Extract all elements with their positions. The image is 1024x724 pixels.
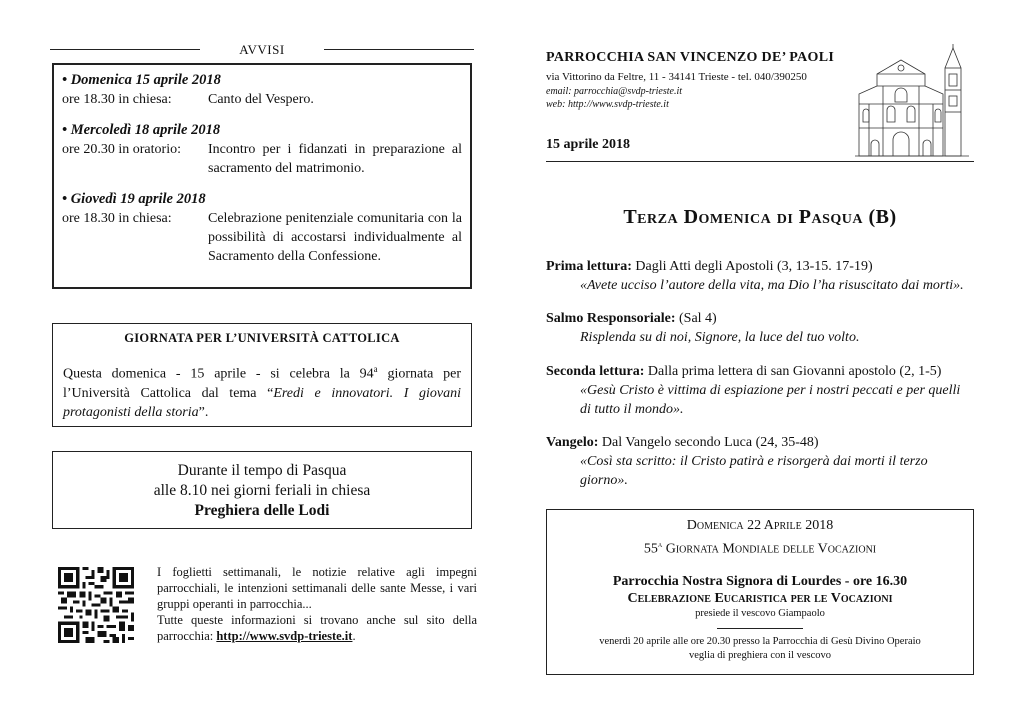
bulletin-date: 15 aprile 2018: [546, 137, 630, 152]
reading-quote: Risplenda su di noi, Signore, la luce del tuo volto.: [580, 330, 860, 345]
qr-code-icon: [58, 567, 134, 643]
divider: [546, 161, 974, 162]
veglia-info: veglia di preghiera con il vescovo: [689, 649, 831, 661]
reading-label: Salmo Responsoriale:: [546, 311, 676, 326]
reading-quote: «Avete ucciso l’autore della vita, ma Dio l’ha risuscitato dai morti».: [580, 278, 964, 293]
reading-source: Dalla prima lettera di san Giovanni apostolo (2, 1-5): [644, 364, 942, 379]
parish-email[interactable]: email: parrocchia@svdp-trieste.it: [546, 86, 683, 97]
reading-item: [546, 362, 974, 419]
event-row: [62, 90, 462, 109]
avvisi-heading: AVVISI: [239, 42, 285, 57]
reading-source: (Sal 4): [675, 311, 717, 326]
event-row: [62, 140, 462, 178]
reading-source: Dagli Atti degli Apostoli (3, 13-15. 17-19): [631, 259, 873, 274]
universita-heading: GIORNATA PER L’UNIVERSITÀ CATTOLICA: [124, 331, 400, 345]
parish-address: via Vittorino da Feltre, 11 - 34141 Trieste - tel. 040/390250: [546, 71, 807, 83]
event-title: • Giovedì 19 aprile 2018: [62, 191, 206, 207]
reading-label: Vangelo:: [546, 435, 599, 450]
event-time: ore 18.30 in chiesa:: [62, 92, 172, 107]
avvisi-header: [50, 42, 474, 56]
event-description: Incontro per i fidanzati in preparazione al sacramento del matrimonio.: [208, 142, 462, 176]
reading-quote: «Così sta scritto: il Cristo patirà e risorgerà dai morti il terzo giorno».: [580, 454, 928, 488]
event-item: [62, 121, 462, 178]
reading-item: [546, 257, 974, 295]
vocazioni-location: Parrocchia Nostra Signora di Lourdes - ore 16.30: [612, 573, 908, 589]
website-link[interactable]: http://www.svdp-trieste.it: [216, 629, 353, 643]
info-paragraph: Tutte queste informazioni si trovano anche sul sito della parrocchia: http://www.svdp-trieste.it.: [157, 613, 477, 643]
parish-name: PARROCCHIA SAN VINCENZO DE’ PAOLI: [546, 50, 835, 65]
event-row: [62, 209, 462, 266]
vocazioni-presider: presiede il vescovo Giampaolo: [695, 607, 825, 619]
event-title: • Mercoledì 18 aprile 2018: [62, 122, 221, 138]
reading-label: Seconda lettura:: [546, 364, 645, 379]
event-item: [62, 190, 462, 266]
event-item: [62, 71, 462, 109]
event-time: ore 18.30 in chiesa:: [62, 211, 172, 226]
reading-item: [546, 433, 974, 490]
lodi-line: Durante il tempo di Pasqua: [177, 462, 347, 479]
event-description: Celebrazione penitenziale comunitaria con la possibilità di accostarsi individualmente al Sacramento della Confessione.: [208, 211, 462, 264]
avvisi-box: [52, 63, 472, 289]
parish-web[interactable]: web: http://www.svdp-trieste.it: [546, 99, 669, 110]
reading-quote: «Gesù Cristo è vittima di espiazione per i nostri peccati e per quelli di tutto il mondo».: [580, 383, 961, 417]
lodi-line: alle 8.10 nei giorni feriali in chiesa: [153, 482, 371, 499]
info-paragraph: I foglietti settimanali, le notizie relative agli impegni parrocchiali, le intenzioni settimanali delle sante Messe, i vari gruppi operanti in parrocchia...: [157, 565, 477, 611]
reading-source: Dal Vangelo secondo Luca (24, 35-48): [598, 435, 819, 450]
reading-item: [546, 309, 974, 347]
divider: [717, 628, 803, 629]
vocazioni-date: Domenica 22 Aprile 2018: [686, 518, 834, 533]
universita-box: [52, 323, 472, 427]
universita-text: Questa domenica - 15 aprile - si celebra la 94$^a$ giornata per l’Università Cattolica dal tema “Eredi e innovatori. I giovani protagonisti della storia”.: [63, 364, 462, 420]
divider: [324, 49, 474, 50]
event-description: Canto del Vespero.: [208, 92, 314, 107]
reading-label: Prima lettura:: [546, 259, 632, 274]
event-title: • Domenica 15 aprile 2018: [62, 72, 221, 88]
event-time: ore 20.30 in oratorio:: [62, 142, 181, 157]
info-text: [157, 564, 477, 644]
lodi-title: Preghiera delle Lodi: [194, 502, 330, 519]
lodi-box: [52, 451, 472, 529]
church-icon: [853, 44, 973, 160]
vocazioni-event: 55$^a$ Giornata Mondiale delle Vocazioni: [643, 539, 877, 557]
page-title: Terza Domenica di Pasqua (B): [623, 206, 897, 228]
vocazioni-box: [546, 509, 974, 675]
veglia-info: venerdì 20 aprile alle ore 20.30 presso la Parrocchia di Gesù Divino Operaio: [599, 635, 921, 647]
vocazioni-celebration: Celebrazione Eucaristica per le Vocazioni: [627, 590, 893, 606]
